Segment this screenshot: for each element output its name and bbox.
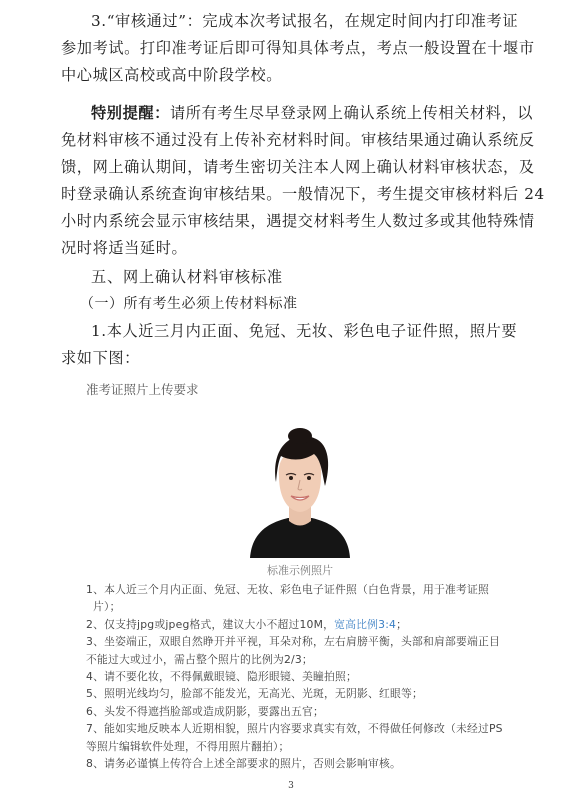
requirement-item: 片）； (93, 600, 121, 614)
requirement-item: 3、坐姿端正，双眼自然睁开并平视，耳朵对称，左右肩膀平衡，头部和肩部要端正目 (86, 635, 500, 649)
text-line: 参加考试。打印准考证后即可得知具体考点，考点一般设置在十堰市 (61, 39, 535, 57)
text-line: 中心城区高校或高中阶段学校。 (61, 66, 283, 84)
sample-portrait-image (248, 426, 352, 558)
paragraph-photo-requirement (61, 318, 523, 372)
aspect-ratio-highlight: 宽高比例3:4 (334, 617, 397, 631)
requirement-item: 8、请务必谨慎上传符合上述全部要求的照片，否则会影响审核。 (86, 757, 401, 771)
requirement-item: 4、请不要化妆，不得佩戴眼镜、隐形眼镜、美瞳拍照； (86, 670, 357, 684)
page-number: 3 (288, 781, 294, 791)
paragraph-approved (61, 8, 535, 89)
text-line: 小时内系统会显示审核结果，遇提交材料考生人数过多或其他特殊情 (61, 212, 535, 230)
text-line: 3.“审核通过”：完成本次考试报名，在规定时间内打印准考证 (91, 12, 519, 30)
photo-caption: 标准示例照片 (267, 564, 333, 577)
requirement-item: 2、仅支持jpg或jpeg格式，建议大小不超过10M，宽高比例3:4； (86, 617, 408, 631)
text-line: 免材料审核不通过没有上传补充材料时间。审核结果通过确认系统反 (61, 131, 535, 149)
requirement-item: 5、照明光线均匀，脸部不能发光，无高光、光斑，无阴影、红眼等； (86, 687, 423, 701)
requirement-item: 不能过大或过小，需占整个照片的比例为2/3； (86, 652, 313, 666)
text-line: 时登录确认系统查询审核结果。一般情况下，考生提交审核材料后 24 (61, 185, 545, 203)
subsection-heading: （一）所有考生必须上传材料标准 (80, 296, 298, 312)
text-line: 求如下图： (61, 349, 140, 367)
special-reminder-label: 特别提醒： (91, 104, 170, 122)
paragraph-special-reminder (61, 100, 545, 262)
requirement-item: 7、能如实地反映本人近期相貌，照片内容要求真实有效，不得做任何修改（未经过PS (86, 722, 503, 736)
photo-requirements-list (86, 581, 526, 772)
requirement-item: 等照片编辑软件处理，不得用照片翻拍）； (86, 739, 290, 753)
text-line: 况时将适当延时。 (61, 239, 188, 257)
requirement-item: 1、本人近三个月内正面、免冠、无妆、彩色电子证件照（白色背景，用于准考证照 (86, 583, 489, 596)
text-line (61, 100, 534, 127)
text-line: 1.本人近三月内正面、免冠、无妆、彩色电子证件照，照片要 (91, 322, 518, 340)
sample-photo (248, 426, 352, 558)
text-line: 馈，网上确认期间，请考生密切关注本人网上确认材料审核状态，及 (61, 158, 535, 176)
section-heading: 五、网上确认材料审核标准 (91, 268, 283, 286)
requirement-item: 6、头发不得遮挡脸部或造成阴影，要露出五官； (86, 704, 325, 718)
special-reminder-text: 请所有考生尽早登录网上确认系统上传相关材料，以 (169, 104, 534, 122)
photo-upload-title: 准考证照片上传要求 (86, 382, 199, 397)
